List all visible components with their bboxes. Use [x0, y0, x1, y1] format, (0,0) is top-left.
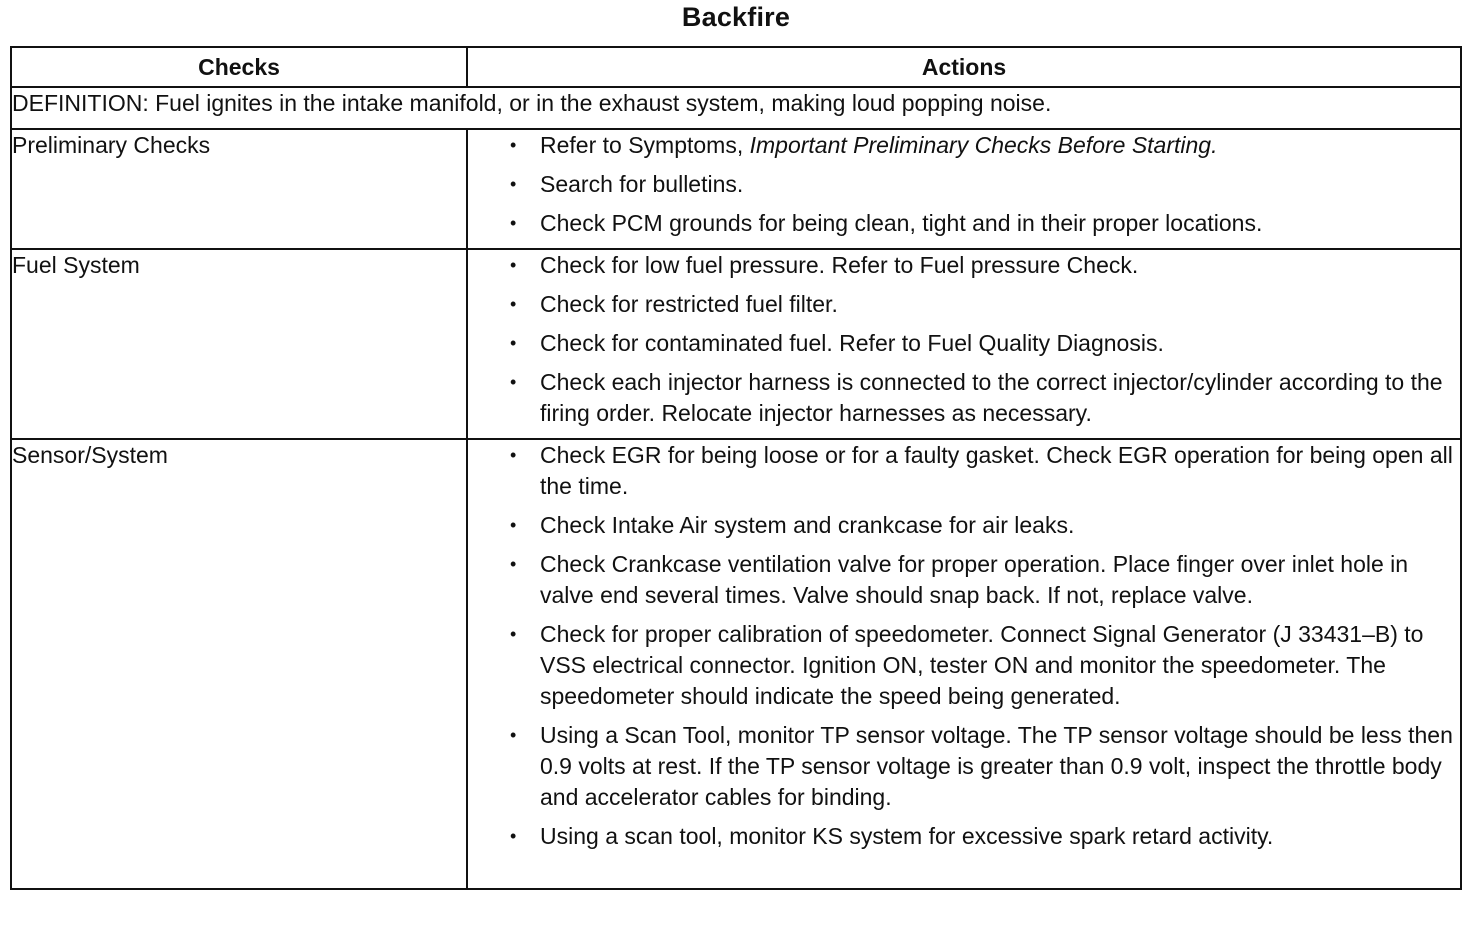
action-list — [468, 130, 1460, 239]
definition-text: DEFINITION: Fuel ignites in the intake manifold, or in the exhaust system, making loud popping noise. — [11, 87, 1461, 129]
table-row — [11, 439, 1461, 889]
action-text: Check Intake Air system and crankcase for air leaks. — [540, 512, 1075, 538]
action-text: Search for bulletins. — [540, 171, 744, 197]
action-text: Check PCM grounds for being clean, tight and in their proper locations. — [540, 210, 1263, 236]
list-item — [468, 250, 1460, 281]
action-text: Check each injector harness is connected to the correct injector/cylinder according to the firing order. Relocate injector harnesses as necessary. — [540, 369, 1443, 426]
list-item — [468, 169, 1460, 200]
list-item — [468, 208, 1460, 239]
action-list — [468, 250, 1460, 429]
list-item — [468, 440, 1460, 502]
actions-cell — [467, 129, 1461, 249]
list-item — [468, 289, 1460, 320]
list-item — [468, 549, 1460, 611]
action-text: Using a scan tool, monitor KS system for excessive spark retard activity. — [540, 823, 1274, 849]
checks-header: Checks — [11, 47, 467, 87]
list-item — [468, 367, 1460, 429]
action-text: Check for restricted fuel filter. — [540, 291, 838, 317]
table-row — [11, 129, 1461, 249]
actions-cell — [467, 439, 1461, 889]
action-italic-text: Important Preliminary Checks Before Starting. — [749, 132, 1218, 158]
check-name: Preliminary Checks — [11, 129, 467, 249]
check-name: Sensor/System — [11, 439, 467, 889]
header-row — [11, 47, 1461, 87]
actions-header: Actions — [467, 47, 1461, 87]
action-text: Using a Scan Tool, monitor TP sensor voltage. The TP sensor voltage should be less then 0.9 volts at rest. If the TP sensor voltage is greater than 0.9 volt, inspect the throttle body and accelerator cables for binding. — [540, 722, 1453, 810]
action-text: Check for proper calibration of speedometer. Connect Signal Generator (J 33431–B) to VSS electrical connector. Ignition ON, tester ON and monitor the speedometer. The speedometer should indicate the speed being generated. — [540, 621, 1424, 709]
action-text: Check for low fuel pressure. Refer to Fuel pressure Check. — [540, 252, 1139, 278]
check-name: Fuel System — [11, 249, 467, 439]
action-text: Check EGR for being loose or for a faulty gasket. Check EGR operation for being open all the time. — [540, 442, 1453, 499]
page-title: Backfire — [681, 2, 791, 32]
diagnosis-table — [10, 46, 1462, 890]
action-list — [468, 440, 1460, 852]
action-text: Refer to Symptoms, — [540, 132, 750, 158]
list-item — [468, 821, 1460, 852]
list-item — [468, 328, 1460, 359]
table-row — [11, 249, 1461, 439]
list-item — [468, 619, 1460, 712]
action-text: Check for contaminated fuel. Refer to Fuel Quality Diagnosis. — [540, 330, 1164, 356]
action-text: Check Crankcase ventilation valve for proper operation. Place finger over inlet hole in valve end several times. Valve should snap back. If not, replace valve. — [540, 551, 1409, 608]
actions-cell — [467, 249, 1461, 439]
list-item — [468, 510, 1460, 541]
list-item — [468, 130, 1460, 161]
definition-row — [11, 87, 1461, 129]
list-item — [468, 720, 1460, 813]
